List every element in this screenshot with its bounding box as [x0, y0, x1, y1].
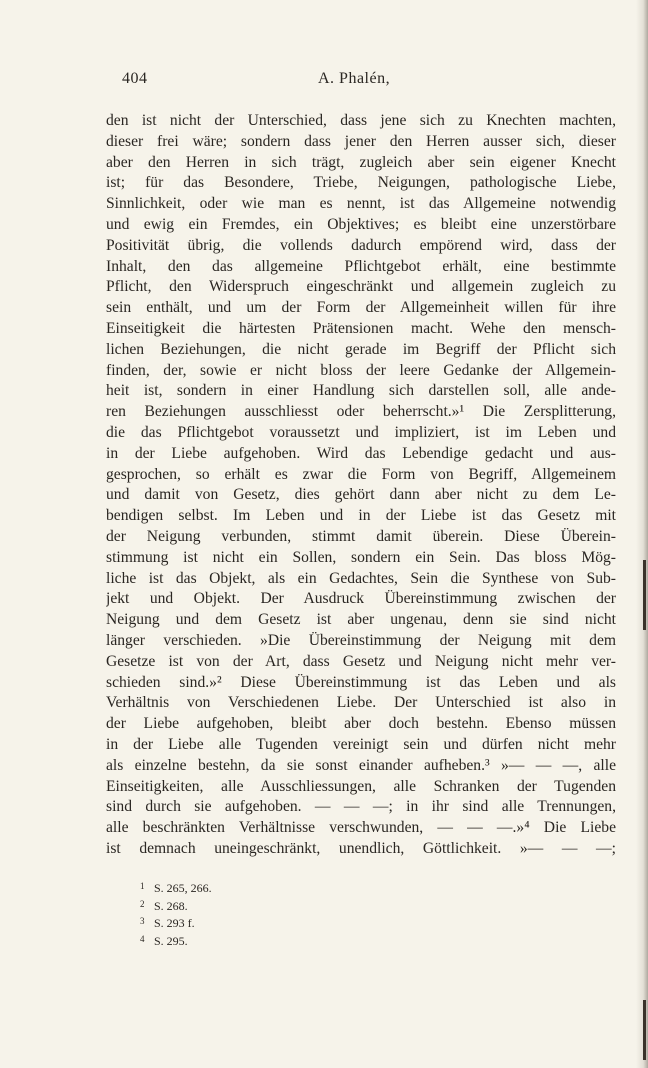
- text-line: Neigung und dem Gesetz ist aber ungenau, denn sie sind nicht: [106, 611, 616, 629]
- text-line: Sinnlichkeit, oder wie man es nennt, ist das Allgemeine notwendig: [106, 195, 616, 213]
- text-line: ren Beziehungen ausschliesst oder beherrscht.»¹ Die Zersplitterung,: [106, 403, 616, 421]
- text-line: den ist nicht der Unterschied, dass jene sich zu Knechten machten,: [106, 112, 616, 129]
- text-line: jekt und Objekt. Der Ausdruck Übereinstimmung zwischen der: [106, 590, 616, 608]
- text-line: alle beschränkten Verhältnisse verschwunden, — — —.»⁴ Die Liebe: [106, 819, 616, 837]
- text-line: Verhältnis von Verschiedenen Liebe. Der Unterschied ist also in: [106, 694, 616, 712]
- text-line: und ewig ein Fremdes, ein Objektives; es bleibt eine unzerstörbare: [106, 215, 616, 233]
- text-line: sind durch sie aufgehoben. — — —; in ihr sind alle Trennungen,: [106, 798, 616, 816]
- footnote-text: S. 265, 266.: [154, 881, 212, 895]
- text-line: dieser frei wäre; sondern dass jener den Herren ausser sich, dieser: [106, 132, 616, 150]
- text-line: schieden sind.»² Diese Übereinstimmung ist das Leben und als: [106, 673, 616, 691]
- page-number: 404: [122, 70, 148, 87]
- footnote-text: S. 268.: [154, 898, 188, 913]
- text-line: aber den Herren in sich trägt, zugleich aber sein eigener Knecht: [106, 153, 616, 171]
- footnote-mark: 2: [140, 898, 145, 909]
- footnote: [140, 931, 340, 949]
- text-line: ist demnach uneingeschränkt, unendlich, Göttlichkeit. »— — —;: [106, 839, 616, 857]
- footnote-mark: 4: [140, 933, 145, 944]
- footnote-mark: 3: [140, 916, 145, 927]
- text-line: die das Pflichtgebot voraussetzt und impliziert, ist im Leben und: [106, 423, 616, 441]
- page-edge-shadow: [636, 0, 648, 1068]
- body-text: [106, 111, 616, 860]
- footnote-text: S. 293 f.: [154, 916, 195, 931]
- text-line: ist; für das Besondere, Triebe, Neigungen, pathologische Liebe,: [106, 174, 616, 192]
- text-line: sein enthält, und um der Form der Allgemeinheit willen für ihre: [106, 299, 616, 317]
- text-line: Einseitigkeiten, alle Ausschliessungen, alle Schranken der Tugenden: [106, 777, 616, 795]
- text-line: in der Liebe alle Tugenden vereinigt sein und dürfen nicht mehr: [106, 735, 616, 753]
- text-line: bendigen selbst. Im Leben und in der Liebe ist das Gesetz mit: [106, 507, 616, 525]
- text-line: der Liebe aufgehoben, bleibt aber doch bestehn. Ebenso müssen: [106, 715, 616, 733]
- text-line: stimmung ist nicht ein Sollen, sondern ein Sein. Das bloss Mög-: [106, 548, 616, 566]
- footnote-text: S. 295.: [154, 933, 188, 948]
- footnote: [140, 896, 340, 914]
- text-line: und damit von Gesetz, dies gehört dann aber nicht zu dem Le-: [106, 486, 616, 504]
- text-line: in der Liebe aufgehoben. Wird das Lebendige gedacht und aus-: [106, 444, 616, 462]
- running-head: A. Phalén,: [318, 70, 391, 87]
- text-line: Pflicht, den Widerspruch eingeschränkt und allgemein zugleich zu: [106, 278, 616, 296]
- footnotes: [140, 878, 340, 948]
- text-line: Inhalt, den das allgemeine Pflichtgebot erhält, eine bestimmte: [106, 257, 616, 275]
- text-line: der Neigung verbunden, stimmt damit überein. Diese Überein-: [106, 527, 616, 545]
- footnote: [140, 913, 340, 931]
- text-line: als einzelne bestehn, da sie sonst einander aufheben.³ »— — —, alle: [106, 756, 616, 774]
- text-line: gesprochen, so erhält es zwar die Form von Begriff, Allgemeinem: [106, 465, 616, 483]
- text-line: Gesetze ist von der Art, dass Gesetz und Neigung nicht mehr ver-: [106, 652, 616, 670]
- page-edge-mark: [643, 560, 646, 630]
- text-line: Einseitigkeit die härtesten Prätensionen macht. Wehe den mensch-: [106, 319, 616, 337]
- text-line: Positivität übrig, die vollends dadurch empörend wird, dass der: [106, 236, 616, 254]
- text-line: länger verschieden. »Die Übereinstimmung der Neigung mit dem: [106, 631, 616, 649]
- text-line: finden, der, sowie er nicht bloss der leere Gedanke der Allgemein-: [106, 361, 616, 379]
- text-line: heit ist, sondern in einer Handlung sich darstellen soll, alle ande-: [106, 382, 616, 400]
- footnote: [140, 878, 340, 896]
- text-line: lichen Beziehungen, die nicht gerade im Begriff der Pflicht sich: [106, 340, 616, 358]
- text-line: liche ist das Objekt, als ein Gedachtes, Sein die Synthese von Sub-: [106, 569, 616, 587]
- footnote-mark: 1: [140, 881, 145, 891]
- page-header: [122, 70, 618, 94]
- page-edge-mark: [643, 1000, 646, 1060]
